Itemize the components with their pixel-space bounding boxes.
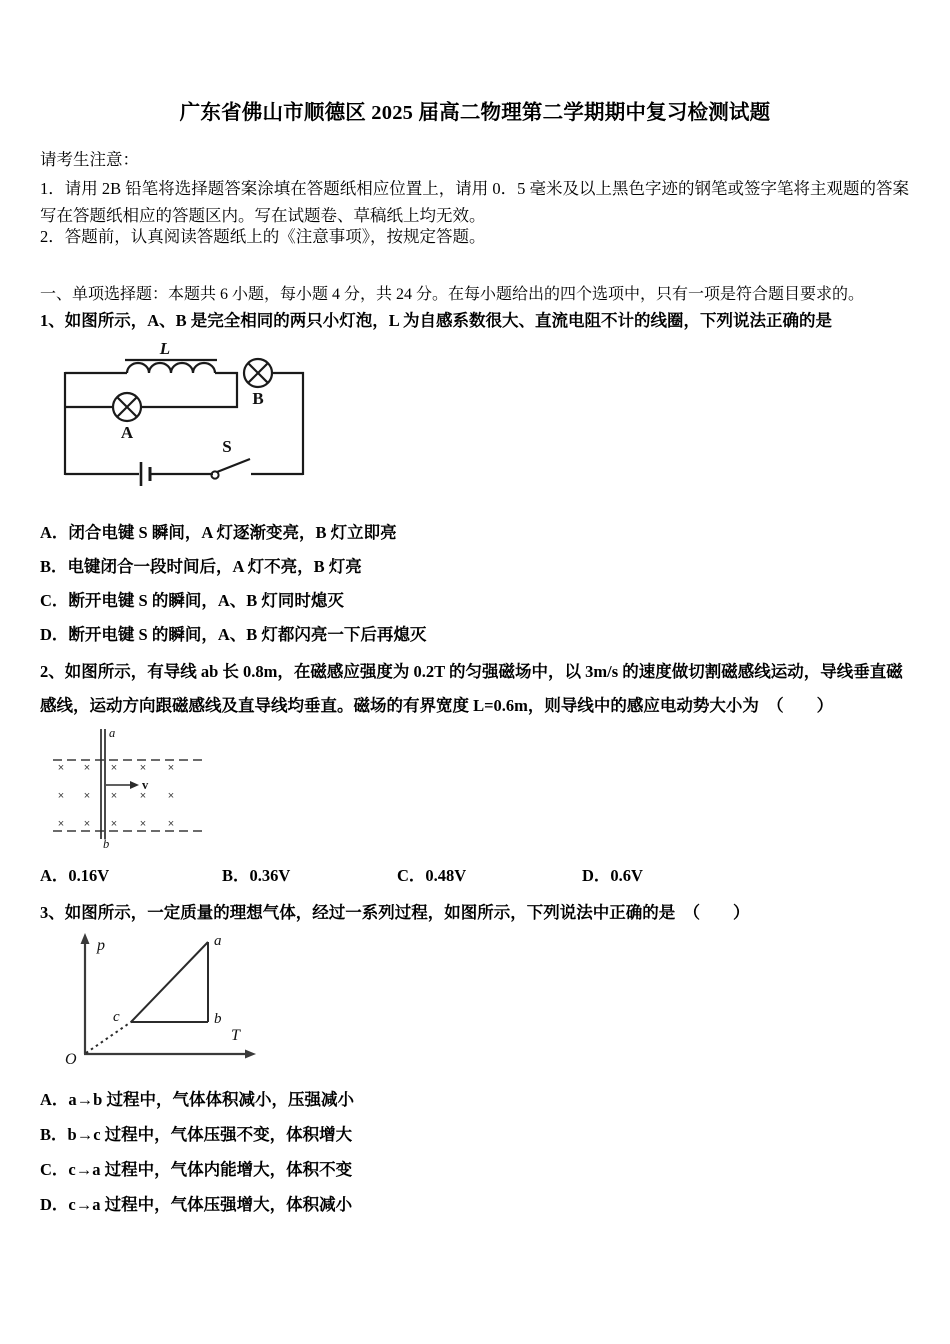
question-2-number: 2、	[40, 662, 65, 681]
svg-text:×: ×	[167, 818, 175, 830]
option-text: 断开电键 S 的瞬间，A、B 灯都闪亮一下后再熄灭	[68, 625, 427, 644]
option-label: A．	[40, 866, 69, 885]
figure-magnetic-field-q2	[45, 727, 215, 849]
option-text: 0.6V	[610, 866, 643, 885]
svg-text:×: ×	[110, 818, 118, 830]
svg-text:×: ×	[167, 762, 175, 774]
question-3-stem	[40, 896, 918, 930]
question-2-option-d	[582, 862, 643, 886]
svg-text:a: a	[214, 933, 222, 949]
option-text: 断开电键 S 的瞬间，A、B 灯同时熄灭	[68, 591, 344, 610]
option-text: 0.36V	[249, 866, 291, 885]
svg-text:×: ×	[139, 790, 147, 802]
svg-text:×: ×	[139, 762, 147, 774]
notice-item-1: 1．请用 2B 铅笔将选择题答案涂填在答题纸相应位置上，请用 0．5 毫米及以上黑色字迹的钢笔或签字笔将主观题的答案写在答题纸相应的答题区内。写在试题卷、草稿纸上均无效。	[40, 179, 910, 225]
option-label: B．	[222, 866, 250, 885]
svg-text:L: L	[159, 339, 171, 358]
svg-text:p: p	[97, 937, 105, 954]
svg-text:S: S	[222, 437, 232, 456]
option-text: c→a 过程中，气体压强增大，体积减小	[68, 1195, 353, 1214]
question-3-option-b	[40, 1121, 352, 1145]
svg-text:×: ×	[110, 790, 118, 802]
svg-text:×: ×	[110, 762, 118, 774]
svg-text:×: ×	[83, 818, 91, 830]
svg-text:b: b	[103, 837, 110, 849]
question-3-option-a	[40, 1086, 354, 1110]
option-text: 0.48V	[425, 866, 467, 885]
page-title: 广东省佛山市顺德区 2025 届高二物理第二学期期中复习检测试题	[179, 102, 771, 124]
option-label: C．	[397, 866, 426, 885]
svg-text:×: ×	[167, 790, 175, 802]
notice-item-2: 2．答题前，认真阅读答题纸上的《注意事项》，按规定答题。	[40, 227, 486, 246]
option-label: D．	[40, 1195, 69, 1214]
question-1-option-b	[40, 553, 362, 577]
svg-text:a: a	[109, 727, 116, 740]
option-label: B．	[40, 557, 68, 576]
svg-text:c: c	[113, 1009, 120, 1025]
option-text: c→a 过程中，气体内能增大，体积不变	[68, 1160, 353, 1179]
svg-text:×: ×	[57, 762, 65, 774]
question-1-number: 1、	[40, 311, 65, 330]
option-text: a→b 过程中，气体体积减小，压强减小	[68, 1090, 354, 1109]
figure-circuit-q1	[55, 338, 315, 498]
option-label: A．	[40, 1090, 69, 1109]
question-1-stem	[40, 304, 918, 338]
option-label: A．	[40, 523, 69, 542]
question-3-option-c	[40, 1156, 352, 1180]
option-label: D．	[582, 866, 611, 885]
option-text: 0.16V	[68, 866, 110, 885]
option-text: 闭合电键 S 瞬间，A 灯逐渐变亮，B 灯立即亮	[68, 523, 397, 542]
option-text: 电键闭合一段时间后，A 灯不亮，B 灯亮	[67, 557, 362, 576]
option-label: B．	[40, 1125, 68, 1144]
question-2-option-b	[222, 862, 397, 886]
question-3-text: 如图所示，一定质量的理想气体，经过一系列过程，如图所示，下列说法中正确的是 （ ）	[64, 903, 750, 922]
question-2-option-c	[397, 862, 582, 886]
question-2-options	[40, 862, 920, 886]
svg-text:×: ×	[139, 818, 147, 830]
svg-text:×: ×	[83, 790, 91, 802]
question-1-option-d	[40, 621, 426, 645]
question-1-option-a	[40, 519, 397, 543]
question-3-option-d	[40, 1191, 352, 1215]
option-label: C．	[40, 1160, 69, 1179]
question-3-number: 3、	[40, 903, 65, 922]
question-1-option-c	[40, 587, 344, 611]
question-2-option-a	[40, 862, 222, 886]
option-text: b→c 过程中，气体压强不变，体积增大	[67, 1125, 353, 1144]
svg-text:O: O	[65, 1051, 77, 1068]
svg-text:b: b	[214, 1011, 222, 1027]
notice-heading: 请考生注意：	[40, 150, 139, 169]
section-heading: 一、单项选择题：本题共 6 小题，每小题 4 分，共 24 分。在每小题给出的四个选项中，只有一项是符合题目要求的。	[40, 286, 865, 303]
svg-text:×: ×	[57, 790, 65, 802]
svg-text:×: ×	[57, 818, 65, 830]
svg-text:v: v	[142, 778, 149, 792]
question-2-stem	[40, 655, 918, 723]
question-1-text: 如图所示，A、B 是完全相同的两只小灯泡，L 为自感系数很大、直流电阻不计的线圈，下列说法正确的是	[64, 311, 833, 330]
svg-text:A: A	[120, 423, 134, 442]
option-label: D．	[40, 625, 69, 644]
svg-text:×: ×	[83, 762, 91, 774]
question-2-text: 如图所示，有导线 ab 长 0.8m，在磁感应强度为 0.2T 的匀强磁场中，以 3m/s 的速度做切割磁感线运动，导线垂直磁感线，运动方向跟磁感线及直导线均垂直。磁场的有界宽度 L=0.6m，则导线中的感应电动势大小为 （ ）	[40, 662, 903, 715]
option-label: C．	[40, 591, 69, 610]
figure-pT-diagram-q3	[55, 928, 265, 1070]
svg-text:T: T	[231, 1027, 240, 1044]
svg-text:B: B	[252, 389, 264, 408]
